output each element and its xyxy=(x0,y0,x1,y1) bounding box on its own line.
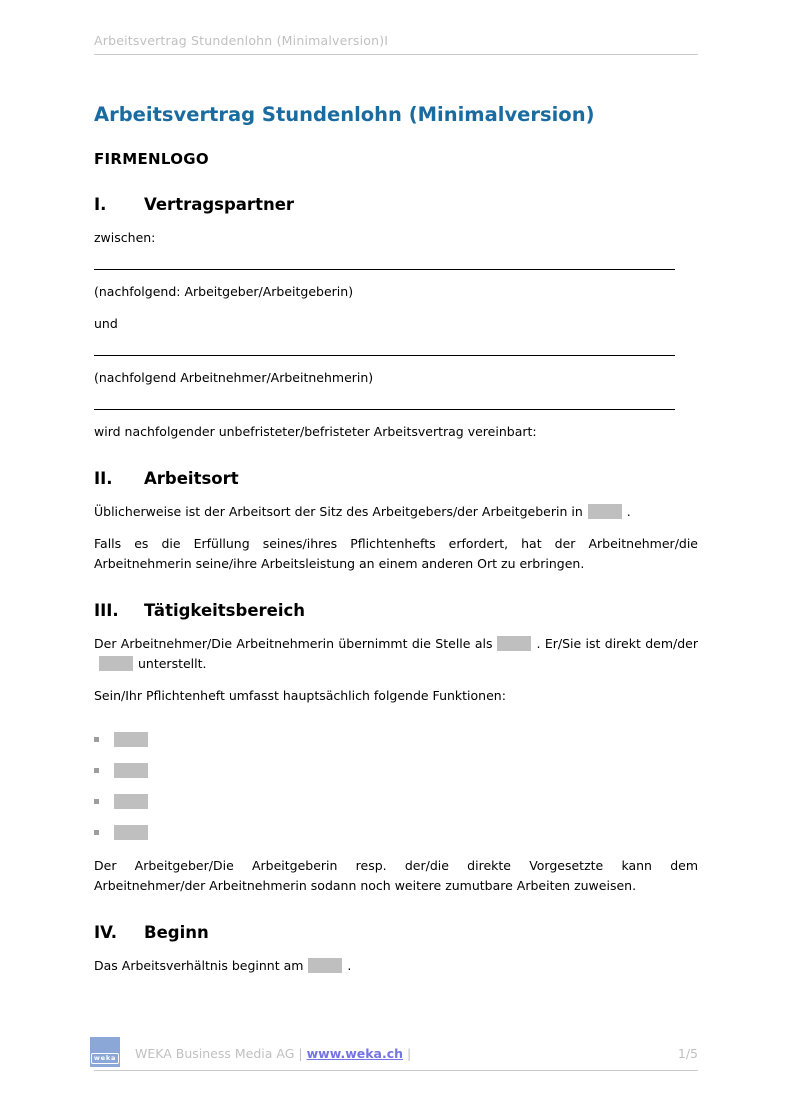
bullet-icon xyxy=(94,737,99,742)
section-heading-vertragspartner xyxy=(94,194,698,216)
form-field-placeholder-arbeitsort[interactable] xyxy=(588,504,622,519)
paragraph-beginn xyxy=(94,956,698,976)
page-header xyxy=(94,30,698,55)
section-number: II. xyxy=(94,469,113,488)
signature-fill-line-employee xyxy=(94,355,675,356)
paragraph-employer-note: (nachfolgend: Arbeitgeber/Arbeitgeberin) xyxy=(94,284,354,299)
list-item xyxy=(94,825,698,840)
section-heading-taetigkeitsbereich xyxy=(94,600,698,622)
paragraph-pflichtenheft: Sein/Ihr Pflichtenheft umfasst hauptsächlich folgende Funktionen: xyxy=(94,688,506,703)
list-item xyxy=(94,732,698,747)
form-field-placeholder-funktion-3[interactable] xyxy=(114,794,148,809)
section-title: Beginn xyxy=(144,923,209,942)
text-run: . xyxy=(626,504,631,519)
function-list xyxy=(94,732,698,840)
paragraph-zwischen: zwischen: xyxy=(94,230,156,245)
document-body xyxy=(94,102,698,976)
signature-fill-line-employer xyxy=(94,269,675,270)
weka-logo xyxy=(90,1037,120,1067)
section-number: I. xyxy=(94,195,107,214)
text-run: . xyxy=(347,958,352,973)
form-field-placeholder-vorgesetzter[interactable] xyxy=(99,656,133,671)
document-title: Arbeitsvertrag Stundenlohn (Minimalversion) xyxy=(94,103,595,126)
footer-divider xyxy=(94,1070,698,1071)
form-field-placeholder-beginn-datum[interactable] xyxy=(308,958,342,973)
fill-line-extra xyxy=(94,409,675,410)
section-title: Vertragspartner xyxy=(144,195,295,214)
section-number: III. xyxy=(94,601,119,620)
paragraph-arbeitsort-1 xyxy=(94,502,698,522)
bullet-icon xyxy=(94,830,99,835)
section-title: Arbeitsort xyxy=(144,469,239,488)
bullet-icon xyxy=(94,768,99,773)
form-field-placeholder-funktion-4[interactable] xyxy=(114,825,148,840)
bullet-icon xyxy=(94,799,99,804)
page-number: 1/5 xyxy=(677,1046,698,1061)
text-run: . Er/Sie ist direkt dem/der xyxy=(536,636,698,651)
paragraph-stelle xyxy=(94,634,698,674)
weka-logo-text: weka xyxy=(91,1053,119,1064)
section-heading-beginn xyxy=(94,922,698,944)
footer-separator: | xyxy=(407,1046,412,1061)
text-run: Üblicherweise ist der Arbeitsort der Sitz des Arbeitgebers/der Arbeitgeberin in xyxy=(94,504,583,519)
form-field-placeholder-funktion-1[interactable] xyxy=(114,732,148,747)
text-run: unterstellt. xyxy=(138,656,207,671)
list-item xyxy=(94,794,698,809)
footer-separator: | xyxy=(298,1046,303,1061)
paragraph-employee-note: (nachfolgend Arbeitnehmer/Arbeitnehmerin) xyxy=(94,370,374,385)
footer-info xyxy=(135,1046,415,1061)
company-logo-placeholder: FIRMENLOGO xyxy=(94,150,209,168)
form-field-placeholder-funktion-2[interactable] xyxy=(114,763,148,778)
section-heading-arbeitsort xyxy=(94,468,698,490)
text-run: Das Arbeitsverhältnis beginnt am xyxy=(94,958,304,973)
text-run: Der Arbeitnehmer/Die Arbeitnehmerin übernimmt die Stelle als xyxy=(94,636,493,651)
footer-website-link[interactable]: www.weka.ch xyxy=(306,1046,404,1061)
paragraph-agreement: wird nachfolgender unbefristeter/befristeter Arbeitsvertrag vereinbart: xyxy=(94,424,537,439)
list-item xyxy=(94,763,698,778)
section-title: Tätigkeitsbereich xyxy=(144,601,306,620)
paragraph-und: und xyxy=(94,316,118,331)
form-field-placeholder-stelle[interactable] xyxy=(497,636,531,651)
paragraph-arbeitsort-2: Falls es die Erfüllung seines/ihres Pflichtenhefts erfordert, hat der Arbeitnehmer/die Arbeitnehmerin seine/ihre Arbeitsleistung an einem anderen Ort zu erbringen. xyxy=(94,536,698,571)
section-number: IV. xyxy=(94,923,118,942)
header-running-title: Arbeitsvertrag Stundenlohn (Minimalversion)I xyxy=(94,33,389,48)
paragraph-weitere-arbeiten: Der Arbeitgeber/Die Arbeitgeberin resp. der/die direkte Vorgesetzte kann dem Arbeitnehmer/der Arbeitnehmerin sodann noch weitere zumutbare Arbeiten zuweisen. xyxy=(94,858,698,893)
footer-company-name: WEKA Business Media AG xyxy=(135,1046,295,1061)
